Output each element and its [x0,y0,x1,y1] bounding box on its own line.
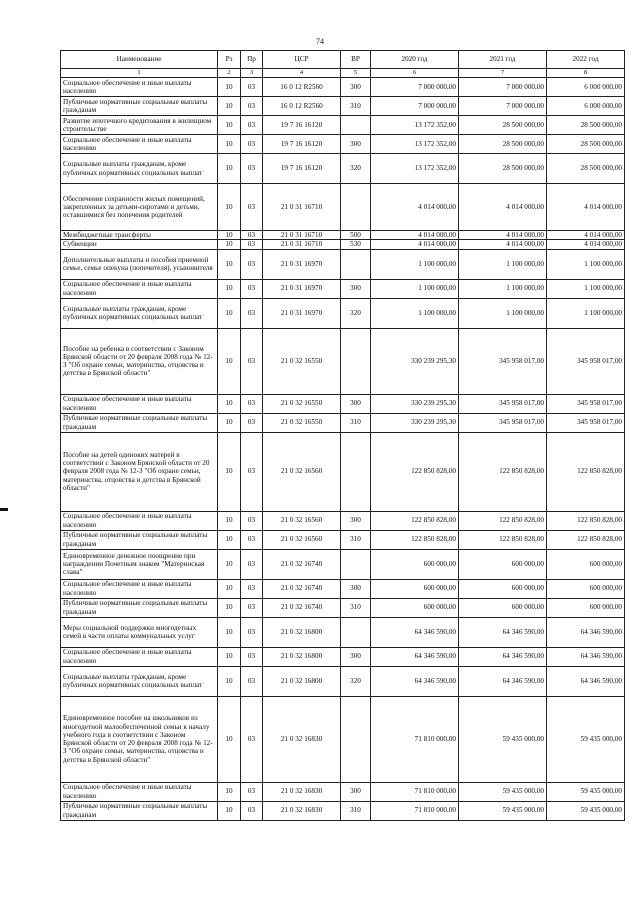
cell-2022: 122 850 828,00 [547,432,625,511]
cell-name: Социальное обеспечение и иные выплаты населению [61,511,218,530]
cell-csr: 21 0 32 16560 [263,432,341,511]
table-row [61,647,625,666]
cell-2020: 64 346 590,00 [371,617,459,647]
cell-2021: 7 000 000,00 [459,97,547,116]
cell-2021: 1 100 000,00 [459,279,547,298]
cell-2022: 28 500 000,00 [547,116,625,135]
cell-rz: 10 [218,240,241,249]
cell-name: Социальное обеспечение и иные выплаты населению [61,394,218,413]
cell-2021: 600 000,00 [459,579,547,598]
cell-rz: 10 [218,579,241,598]
cell-2020: 1 100 000,00 [371,298,459,328]
table-row [61,432,625,511]
cell-2021: 28 500 000,00 [459,116,547,135]
table-row [61,801,625,820]
cell-2022: 59 435 000,00 [547,696,625,782]
cell-2020: 122 850 828,00 [371,432,459,511]
cell-2022: 345 958 017,00 [547,394,625,413]
cell-csr: 21 0 32 16550 [263,394,341,413]
cell-2020: 7 000 000,00 [371,97,459,116]
cell-name: Социальное обеспечение и иные выплаты населению [61,279,218,298]
cell-2021: 600 000,00 [459,598,547,617]
cell-2021: 64 346 590,00 [459,647,547,666]
cell-2022: 59 435 000,00 [547,782,625,801]
cell-vr: 300 [341,279,371,298]
cell-2021: 64 346 590,00 [459,617,547,647]
cell-rz: 10 [218,617,241,647]
cell-pr: 03 [241,231,263,240]
cell-2021: 1 100 000,00 [459,298,547,328]
table-row [61,298,625,328]
cell-csr: 19 7 16 16120 [263,116,341,135]
cell-rz: 10 [218,279,241,298]
table-row [61,666,625,696]
column-number: 3 [241,69,263,78]
page-number: 74 [316,37,324,46]
cell-2022: 122 850 828,00 [547,530,625,549]
cell-2021: 59 435 000,00 [459,801,547,820]
cell-csr: 21 0 32 16800 [263,617,341,647]
budget-table [60,50,625,821]
cell-vr: 300 [341,135,371,154]
cell-2021: 1 100 000,00 [459,249,547,279]
cell-2020: 122 850 828,00 [371,511,459,530]
cell-vr [341,184,371,231]
header-name: Наименование [61,51,218,69]
table-row [61,328,625,394]
cell-pr: 03 [241,801,263,820]
cell-csr: 21 0 31 16710 [263,231,341,240]
cell-2022: 345 958 017,00 [547,328,625,394]
cell-vr: 310 [341,530,371,549]
cell-2021: 28 500 000,00 [459,154,547,184]
table-row [61,598,625,617]
cell-pr: 03 [241,511,263,530]
cell-name: Единовременное денежное поощрение при награждении Почетным знаком "Материнская слава" [61,549,218,579]
cell-pr: 03 [241,184,263,231]
cell-2021: 600 000,00 [459,549,547,579]
cell-vr: 300 [341,782,371,801]
cell-rz: 10 [218,647,241,666]
cell-2021: 4 014 000,00 [459,240,547,249]
cell-vr [341,617,371,647]
cell-csr: 21 0 32 16550 [263,413,341,432]
cell-name: Публичные нормативные социальные выплаты гражданам [61,598,218,617]
cell-name: Публичные нормативные социальные выплаты гражданам [61,97,218,116]
header-pr: Пр [241,51,263,69]
cell-2020: 330 239 295,30 [371,413,459,432]
table-row [61,97,625,116]
cell-vr: 300 [341,511,371,530]
cell-rz: 10 [218,530,241,549]
cell-rz: 10 [218,298,241,328]
cell-pr: 03 [241,647,263,666]
table-row [61,696,625,782]
cell-csr: 21 0 32 16830 [263,696,341,782]
cell-2020: 122 850 828,00 [371,530,459,549]
cell-name: Дополнительные выплаты и пособия приемной семье, семье опекуна (попечителя), усыновителя [61,249,218,279]
cell-pr: 03 [241,696,263,782]
cell-pr: 03 [241,78,263,97]
cell-name: Социальные выплаты гражданам, кроме публичных нормативных социальных выплат [61,154,218,184]
table-row [61,530,625,549]
table-row [61,135,625,154]
cell-pr: 03 [241,298,263,328]
table-row [61,279,625,298]
cell-2022: 345 958 017,00 [547,413,625,432]
cell-2022: 4 014 000,00 [547,231,625,240]
cell-2020: 13 172 352,00 [371,116,459,135]
cell-csr: 21 0 32 16740 [263,549,341,579]
cell-csr: 21 0 32 16800 [263,647,341,666]
cell-pr: 03 [241,249,263,279]
cell-2020: 4 014 000,00 [371,184,459,231]
cell-2020: 64 346 590,00 [371,666,459,696]
cell-2022: 122 850 828,00 [547,511,625,530]
cell-vr [341,696,371,782]
cell-2021: 345 958 017,00 [459,328,547,394]
cell-csr: 19 7 16 16120 [263,154,341,184]
cell-2020: 13 172 352,00 [371,154,459,184]
column-number: 6 [371,69,459,78]
cell-vr: 300 [341,579,371,598]
column-number: 5 [341,69,371,78]
cell-2021: 122 850 828,00 [459,511,547,530]
cell-name: Социальное обеспечение и иные выплаты населению [61,135,218,154]
cell-name: Меры социальной поддержки многодетных семей в части оплаты коммунальных услуг [61,617,218,647]
cell-2021: 7 000 000,00 [459,78,547,97]
cell-pr: 03 [241,579,263,598]
cell-2022: 4 014 000,00 [547,184,625,231]
header-2022: 2022 год [547,51,625,69]
cell-vr [341,328,371,394]
table-row [61,116,625,135]
cell-2020: 330 239 295,30 [371,328,459,394]
cell-csr: 21 0 31 16970 [263,249,341,279]
cell-2020: 1 100 000,00 [371,249,459,279]
cell-rz: 10 [218,135,241,154]
header-2021: 2021 год [459,51,547,69]
table-row [61,511,625,530]
cell-csr: 21 0 31 16710 [263,184,341,231]
cell-name: Социальные выплаты гражданам, кроме публичных нормативных социальных выплат [61,666,218,696]
cell-vr: 320 [341,154,371,184]
cell-2020: 13 172 352,00 [371,135,459,154]
header-csr: ЦСР [263,51,341,69]
cell-csr: 21 0 32 16830 [263,782,341,801]
cell-pr: 03 [241,549,263,579]
cell-pr: 03 [241,116,263,135]
cell-rz: 10 [218,78,241,97]
cell-pr: 03 [241,598,263,617]
cell-pr: 03 [241,782,263,801]
cell-2022: 28 500 000,00 [547,135,625,154]
cell-csr: 21 0 31 16970 [263,279,341,298]
cell-2022: 59 435 000,00 [547,801,625,820]
cell-vr: 320 [341,666,371,696]
cell-rz: 10 [218,549,241,579]
cell-csr: 21 0 32 16560 [263,530,341,549]
cell-2022: 1 100 000,00 [547,298,625,328]
cell-2022: 64 346 590,00 [547,666,625,696]
table-row [61,394,625,413]
cell-2021: 122 850 828,00 [459,530,547,549]
cell-2020: 1 100 000,00 [371,279,459,298]
cell-csr: 21 0 32 16740 [263,579,341,598]
cell-rz: 10 [218,249,241,279]
cell-csr: 21 0 32 16740 [263,598,341,617]
cell-pr: 03 [241,328,263,394]
cell-csr: 16 0 12 R2560 [263,78,341,97]
cell-vr: 300 [341,78,371,97]
cell-vr [341,432,371,511]
table-row [61,154,625,184]
cell-pr: 03 [241,666,263,696]
column-number-row [61,69,625,78]
cell-rz: 10 [218,97,241,116]
cell-pr: 03 [241,135,263,154]
cell-2022: 6 000 000,00 [547,97,625,116]
cell-2021: 64 346 590,00 [459,666,547,696]
header-2020: 2020 год [371,51,459,69]
cell-2020: 330 239 295,30 [371,394,459,413]
cell-vr: 310 [341,598,371,617]
cell-2020: 71 810 000,00 [371,696,459,782]
table-row [61,549,625,579]
cell-2020: 600 000,00 [371,549,459,579]
cell-vr [341,116,371,135]
cell-rz: 10 [218,154,241,184]
cell-pr: 03 [241,432,263,511]
cell-csr: 21 0 32 16800 [263,666,341,696]
cell-2021: 122 850 828,00 [459,432,547,511]
cell-name: Социальное обеспечение и иные выплаты населению [61,647,218,666]
table-body [61,78,625,821]
cell-pr: 03 [241,154,263,184]
cell-name: Субвенции [61,240,218,249]
cell-name: Публичные нормативные социальные выплаты гражданам [61,530,218,549]
cell-rz: 10 [218,598,241,617]
cell-vr [341,249,371,279]
cell-csr: 21 0 32 16560 [263,511,341,530]
cell-vr: 320 [341,298,371,328]
table-row [61,413,625,432]
cell-2020: 71 810 000,00 [371,782,459,801]
cell-pr: 03 [241,279,263,298]
cell-2022: 600 000,00 [547,549,625,579]
cell-rz: 10 [218,116,241,135]
cell-2022: 28 500 000,00 [547,154,625,184]
cell-pr: 03 [241,97,263,116]
table-row [61,184,625,231]
cell-2022: 64 346 590,00 [547,617,625,647]
cell-csr: 21 0 31 16710 [263,240,341,249]
cell-pr: 03 [241,394,263,413]
cell-2020: 4 014 000,00 [371,231,459,240]
cell-pr: 03 [241,530,263,549]
cell-rz: 10 [218,666,241,696]
cell-rz: 10 [218,328,241,394]
table-row [61,240,625,249]
cell-pr: 03 [241,240,263,249]
cell-name: Социальное обеспечение и иные выплаты населению [61,579,218,598]
cell-rz: 10 [218,782,241,801]
cell-rz: 10 [218,432,241,511]
cell-csr: 21 0 32 16830 [263,801,341,820]
cell-2020: 64 346 590,00 [371,647,459,666]
cell-name: Развитие ипотечного кредитования в жилищном строительстве [61,116,218,135]
cell-name: Единовременное пособие на школьников из многодетной малообеспеченной семьи к началу учебного года в соответствии с Законом Брянской области от 20 февраля 2008 года № 12-З "Об охране семьи, материнства, отцовства и детства в Брянской области" [61,696,218,782]
cell-2021: 28 500 000,00 [459,135,547,154]
table-row [61,78,625,97]
table-row [61,231,625,240]
header-row [61,51,625,69]
cell-2021: 59 435 000,00 [459,696,547,782]
header-rz: Рз [218,51,241,69]
table-row [61,249,625,279]
cell-rz: 10 [218,801,241,820]
cell-rz: 10 [218,394,241,413]
cell-name: Социальное обеспечение и иные выплаты населению [61,78,218,97]
header-vr: ВР [341,51,371,69]
cell-name: Пособие на детей одиноких матерей в соответствии с Законом Брянской области от 20 февраля 2008 года № 12-З "Об охране семьи, материнства, отцовства и детства в Брянской области" [61,432,218,511]
table-row [61,782,625,801]
cell-rz: 10 [218,413,241,432]
cell-2022: 600 000,00 [547,598,625,617]
cell-2022: 6 000 000,00 [547,78,625,97]
table-row [61,579,625,598]
table-row [61,617,625,647]
cell-csr: 16 0 12 R2560 [263,97,341,116]
cell-vr: 300 [341,647,371,666]
cell-2021: 59 435 000,00 [459,782,547,801]
cell-pr: 03 [241,617,263,647]
cell-2022: 1 100 000,00 [547,279,625,298]
cell-2021: 345 958 017,00 [459,394,547,413]
cell-csr: 21 0 32 16550 [263,328,341,394]
column-number: 1 [61,69,218,78]
cell-rz: 10 [218,696,241,782]
cell-name: Публичные нормативные социальные выплаты гражданам [61,413,218,432]
cell-2022: 64 346 590,00 [547,647,625,666]
cell-vr: 300 [341,394,371,413]
cell-vr: 310 [341,97,371,116]
column-number: 2 [218,69,241,78]
cell-2020: 7 000 000,00 [371,78,459,97]
cell-csr: 21 0 31 16970 [263,298,341,328]
cell-name: Социальное обеспечение и иные выплаты населению [61,782,218,801]
column-number: 8 [547,69,625,78]
cell-2022: 1 100 000,00 [547,249,625,279]
cell-2022: 600 000,00 [547,579,625,598]
cell-vr [341,549,371,579]
cell-2020: 600 000,00 [371,598,459,617]
column-number: 4 [263,69,341,78]
cell-pr: 03 [241,413,263,432]
cell-name: Обеспечение сохранности жилых помещений, закрепленных за детьми-сиротами и детьми, оставшимися без попечения родителей [61,184,218,231]
cell-2021: 4 014 000,00 [459,184,547,231]
cell-vr: 530 [341,240,371,249]
cell-rz: 10 [218,231,241,240]
cell-name: Пособие на ребенка в соответствии с Законом Брянской области от 20 февраля 2008 года № 12-З "Об охране семьи, материнства, отцовства и детства в Брянской области" [61,328,218,394]
cell-2020: 4 014 000,00 [371,240,459,249]
cell-rz: 10 [218,511,241,530]
cell-2022: 4 014 000,00 [547,240,625,249]
cell-csr: 19 7 16 16120 [263,135,341,154]
cell-name: Публичные нормативные социальные выплаты гражданам [61,801,218,820]
cell-name: Социальные выплаты гражданам, кроме публичных нормативных социальных выплат [61,298,218,328]
cell-vr: 500 [341,231,371,240]
cell-name: Межбюджетные трансферты [61,231,218,240]
cell-vr: 310 [341,413,371,432]
cell-2020: 71 810 000,00 [371,801,459,820]
cell-rz: 10 [218,184,241,231]
column-number: 7 [459,69,547,78]
cell-2021: 4 014 000,00 [459,231,547,240]
cell-2021: 345 958 017,00 [459,413,547,432]
margin-mark [0,508,8,511]
cell-vr: 310 [341,801,371,820]
cell-2020: 600 000,00 [371,579,459,598]
